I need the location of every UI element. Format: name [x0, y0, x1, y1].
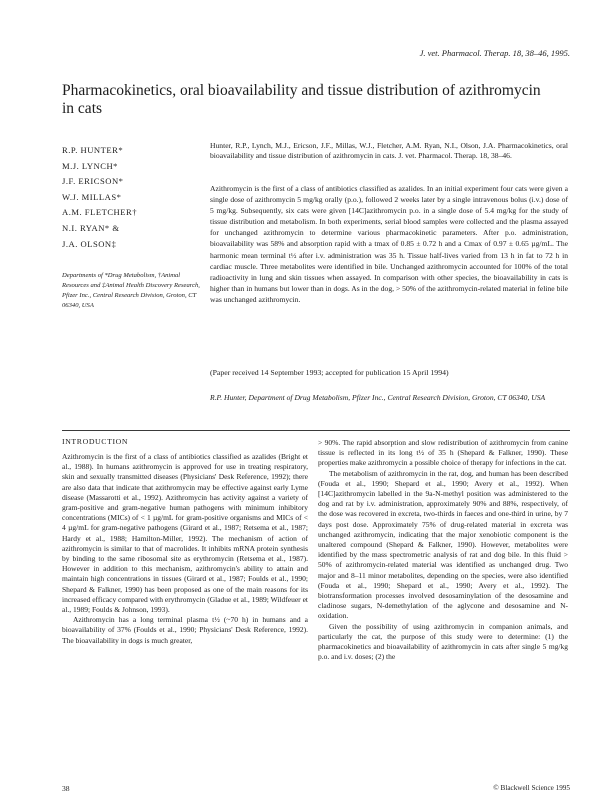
author-name: W.J. MILLAS*: [62, 191, 122, 202]
page-number: 38: [62, 784, 70, 793]
author-affiliations: Departments of *Drug Metabolism, †Animal Resources and ‡Animal Health Discovery Research, Pfizer Inc., Central Research Division, Groton, CT 06340, USA: [62, 272, 200, 309]
section-heading-introduction: INTRODUCTION: [62, 437, 129, 446]
author-name: R.P. HUNTER*: [62, 145, 124, 155]
body-paragraph: Given the possibility of using azithromycin in companion animals, and particularly the cat, the purpose of this study were to determine: (1) the pharmacokinetics and bioavailability of azithromycin in cats after single 5 mg/kg p.o. and i.v. doses; (2) the: [318, 621, 568, 662]
body-paragraph: Azithromycin is the first of a class of antibiotics classified as azalides (Bright et al., 1988). In humans azithromycin is approved for use in treating respiratory, skin and sexually transmitted diseases (Physicians' Desk Reference, 1992); there are also data that indicate that azithromycin may be effective against early Lyme disease (Massarotti et al., 1992). Azithromycin has activity against a variety of gram-positive and gram-negative human pathogens with minimum inhibitory concentrations (MICs) of < 1 µg/mL for gram-positive organisms and MICs of < 4 µg/mL for gram-negative pathogens (Girard et al., 1987; Retsema et al., 1987; Hardy et al., 1988; Hamilton-Miller, 1992). The mechanism of action of azithromycin is similar to that of macrolides. It inhibits mRNA protein synthesis by binding to the same ribosomal site as erythromycin (Retsema et al., 1987). However in addition to this mechanism, azithromycin's ability to attain and maintain high concentrations in tissues (Girard et al., 1987; Foulds et al., 1990; Shepard & Falkner, 1990) has been proposed as one of the main reasons for its increased efficacy compared with erythromycin (Gladue et al., 1989; Wildfeuer et al., 1989; Foulds & Johnson, 1993).: [62, 452, 308, 615]
body-paragraph: > 90%. The rapid absorption and slow redistribution of azithromycin from canine tissue is reflected in its long t½ of 35 h (Shepard & Falkner, 1990). These properties make azithromycin a possible choice of therapy for infections in the cat.: [318, 438, 568, 468]
author-list: [62, 143, 202, 252]
author-name: A.M. FLETCHER†: [62, 207, 138, 218]
body-right-column: [318, 438, 568, 662]
author-name: J.A. OLSON‡: [62, 238, 117, 249]
article-title: Pharmacokinetics, oral bioavailability and tissue distribution of azithromycin in cats: [62, 82, 541, 117]
copyright-notice: © Blackwell Science 1995: [493, 784, 570, 792]
author-name: J.F. ERICSON*: [62, 176, 124, 187]
author-name: N.I. RYAN* &: [62, 222, 120, 233]
article-citation: Hunter, R.P., Lynch, M.J., Ericson, J.F., Millas, W.J., Fletcher, A.M. Ryan, N.I., Olson, J.A. Pharmacokinetics, oral bioavailability and tissue distribution of azithromycin in cats. J. vet. Pharmacol. Therap. 18, 38–46.: [210, 141, 568, 161]
body-paragraph: Azithromycin has a long terminal plasma t½ (~70 h) in humans and a bioavailability of 37% (Foulds et al., 1990; Physicians' Desk Reference, 1992). The bioavailability in dogs is much greater,: [62, 615, 308, 645]
body-paragraph: The metabolism of azithromycin in the rat, dog, and human has been described (Fouda et al., 1990; Shepard et al., 1990; Avery et al., 1992). When [14C]azithromycin labelled in the 9a-N-methyl position was administered to the dog and rat by i.v. administration, approximately 90% and 88%, respectively, of the dose was recovered in excreta, two-thirds in faeces and one-third in urine, by 7 days post dose. Approximately 75% of drug-related material in excreta was unchanged azithromycin, indicating that the major xenobiotic component is the unaltered compound (Shepard & Falkner, 1990). However, metabolites were identified by the mass spectrometric analysis of rat and dog bile. In this fluid > 50% of azithromycin-related material was identified as unchanged drug. Two major and 8–11 minor metabolites, depending on the species, were also identified (Fouda et al., 1990; Shepard et al., 1990; Avery et al., 1992). The biotransformation processes involved desosaminylation of the desosamine and cladinose sugars, N-demethylation of the aglycone and desosamine and N-oxidation.: [318, 468, 568, 621]
correspondence-address: R.P. Hunter, Department of Drug Metabolism, Pfizer Inc., Central Research Division, Groton, CT 06340, USA: [210, 393, 546, 402]
received-dates: (Paper received 14 September 1993; accepted for publication 15 April 1994): [210, 368, 449, 377]
abstract-text: Azithromycin is the first of a class of antibiotics classified as azalides. In an initial experiment four cats were given a single dose of azithromycin 5 mg/kg orally (p.o.), followed 2 weeks later by a single intravenous bolus (i.v.) dose of 5 mg/kg. Subsequently, six cats were given [14C]azithromycin p.o. in a single dose of 5.4 mg/kg for the study of tissue distribution and metabolism. In both experiments, serial blood samples were collected and the plasma assayed for unchanged azithromycin to determine various pharmacokinetic parameters. After p.o. administration, bioavailability was 58% and absorption rapid with a tmax of 0.85 ± 0.72 h and a Cmax of 0.97 ± 0.65 µg/mL. The harmonic mean terminal t½ after i.v. administration was 35 h. Tissue half-lives varied from 13 h in fat to 72 h in cardiac muscle. Three metabolites were identified in bile. Unchanged azithromycin accounted for 100% of the total radioactivity in lung and skin tissues when assayed. In comparison with other species, the bioavailability in cats is higher than in humans but lower than in dogs. As in the dog, > 50% of the azithromycin-related material in feline bile was unchanged azithromycin.: [210, 184, 568, 304]
journal-citation-header: J. vet. Pharmacol. Therap. 18, 38–46, 1995.: [419, 48, 570, 58]
author-name: M.J. LYNCH*: [62, 160, 118, 171]
section-divider: [62, 430, 570, 431]
body-left-column: [62, 452, 308, 646]
